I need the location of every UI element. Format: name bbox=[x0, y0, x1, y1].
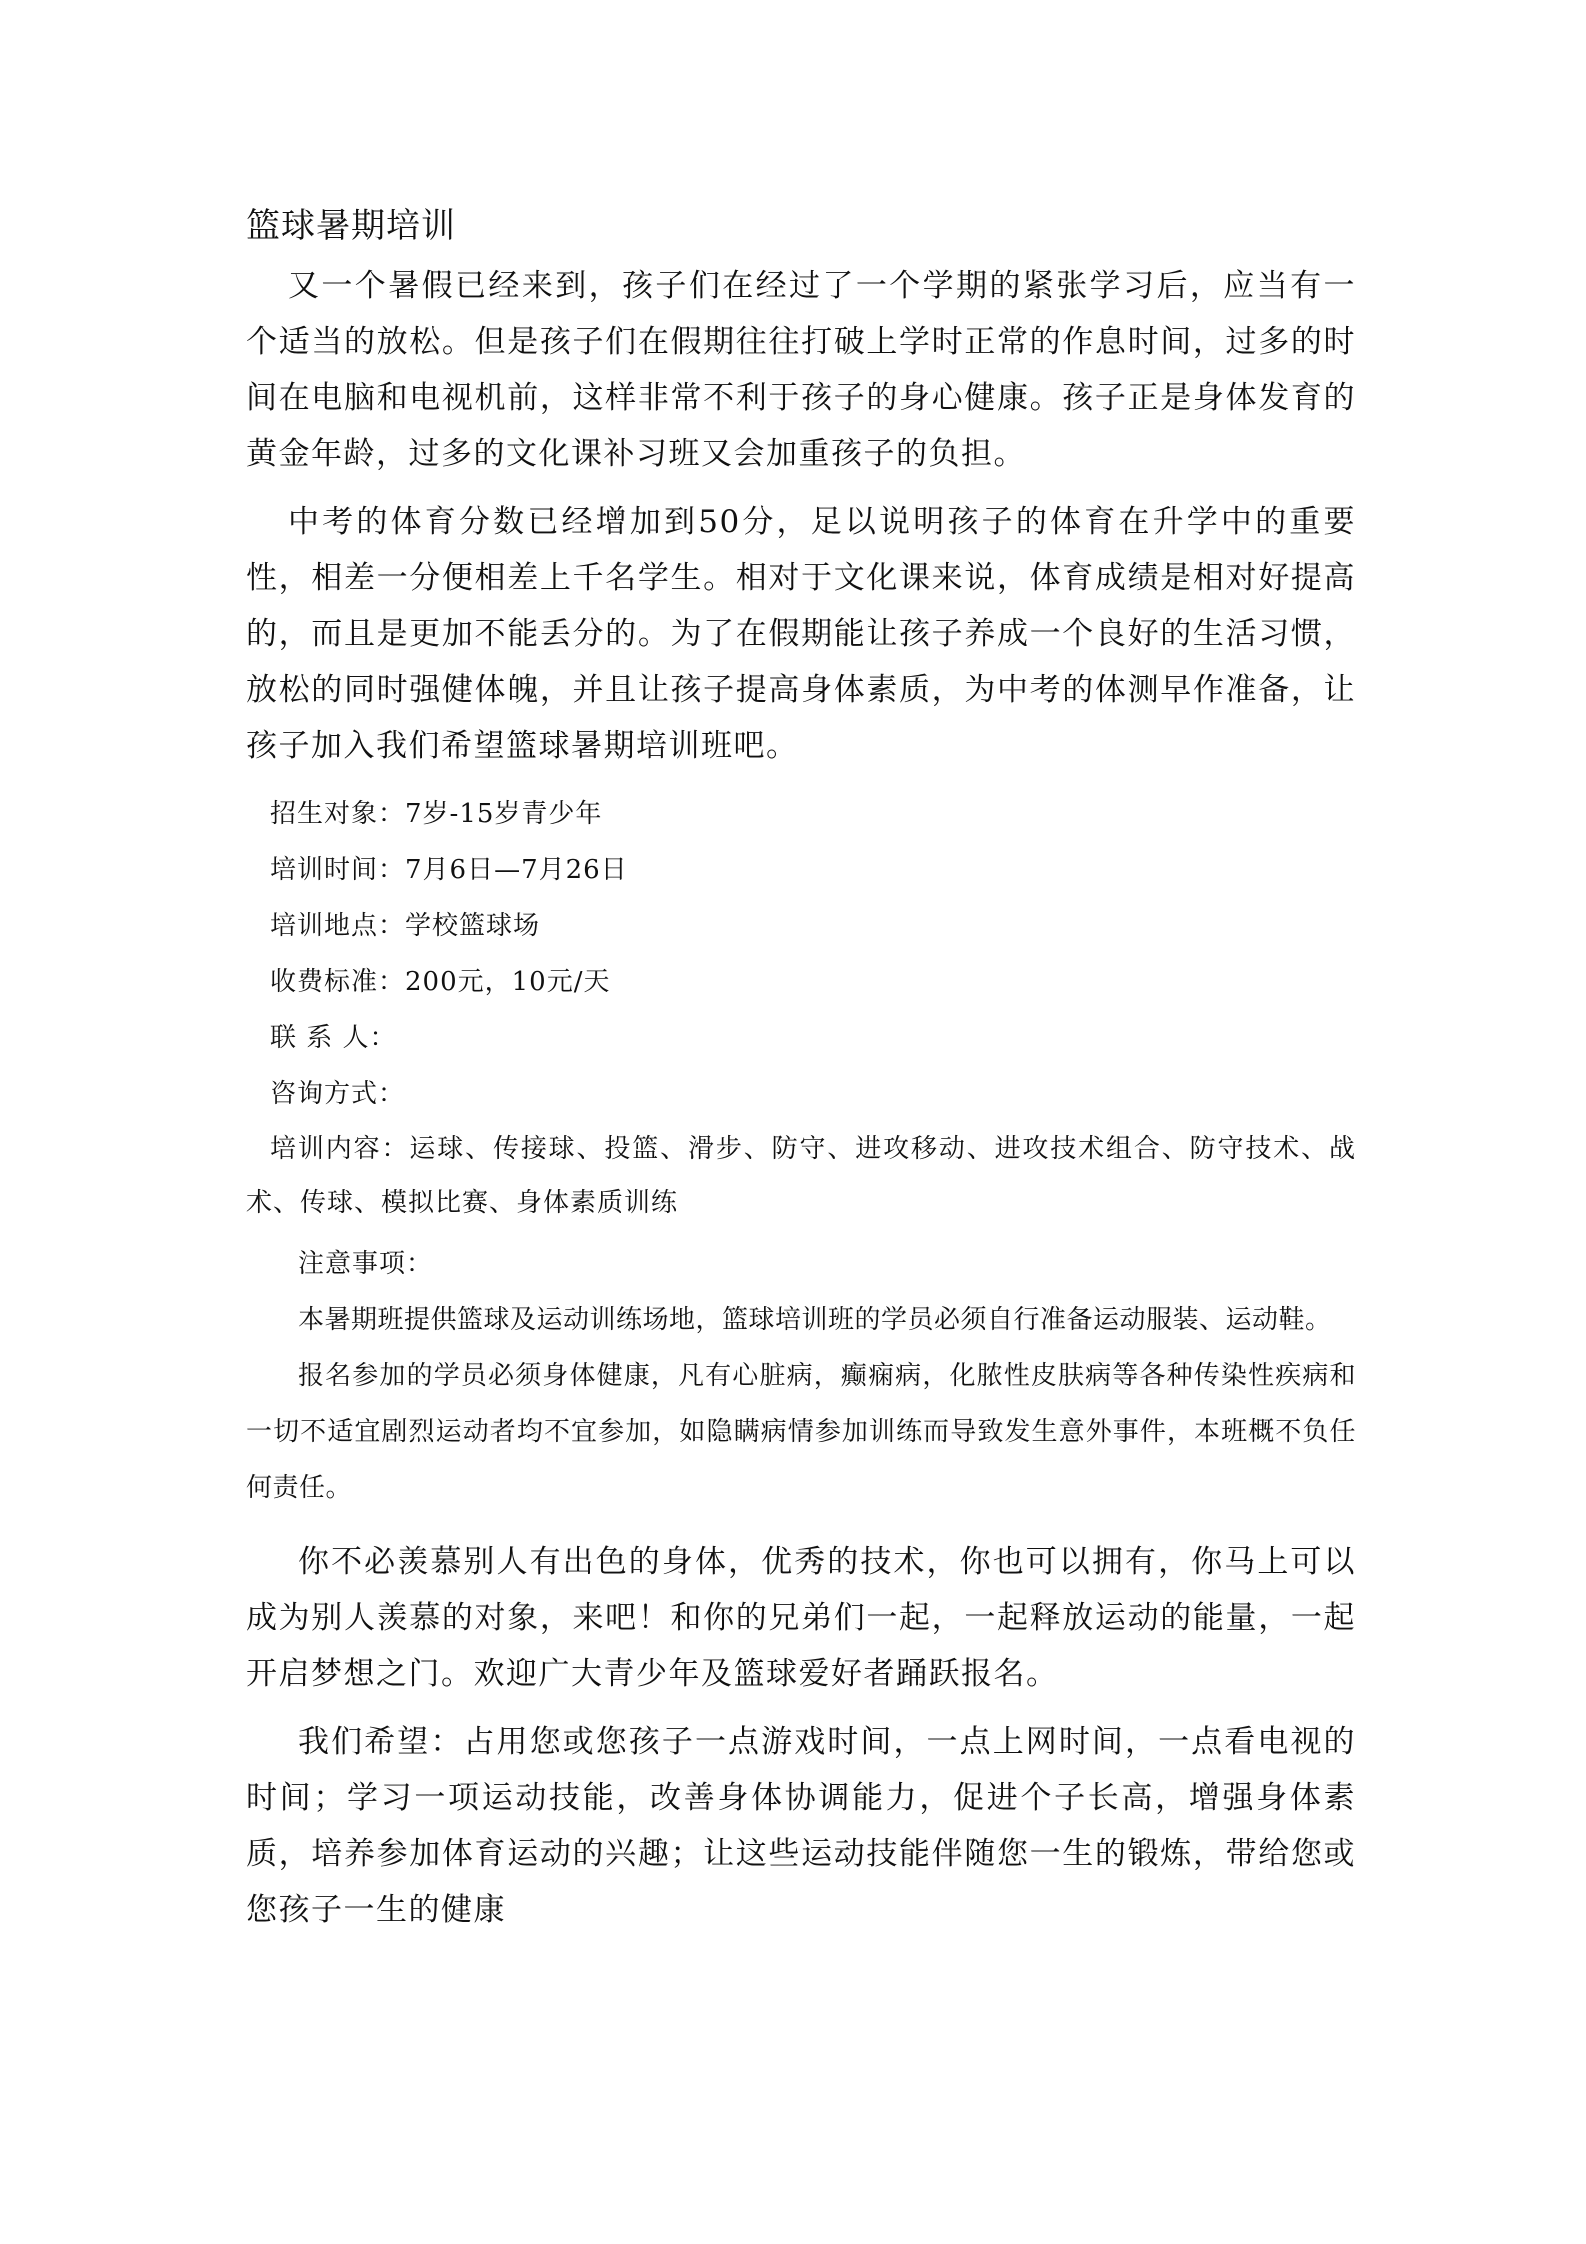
info-consult-label: 咨询方式： bbox=[270, 1079, 406, 1109]
closing-paragraph-2: 我们希望：占用您或您孩子一点游戏时间，一点上网时间，一点看电视的时间；学习一项运动技能，改善身体协调能力，促进个子长高，增强身体素质，培养参加体育运动的兴趣；让这些运动技能伴随您一生的锻炼，带给您或您孩子一生的健康 bbox=[246, 1724, 1356, 1928]
training-info-list bbox=[246, 786, 1356, 1122]
info-content-label: 培训内容： bbox=[270, 1134, 410, 1164]
info-contact bbox=[246, 1010, 1356, 1066]
info-fee bbox=[246, 954, 1356, 1010]
note-item-2: 报名参加的学员必须身体健康，凡有心脏病，癫痫病，化脓性皮肤病等各种传染性疾病和一切不适宜剧烈运动者均不宜参加，如隐瞒病情参加训练而导致发生意外事件，本班概不负任何责任。 bbox=[246, 1361, 1356, 1503]
info-time bbox=[246, 842, 1356, 898]
info-fee-value: 200元，10元/天 bbox=[405, 967, 611, 997]
info-place-label: 培训地点： bbox=[270, 911, 406, 941]
closing-section bbox=[246, 1534, 1356, 1938]
info-fee-label: 收费标准： bbox=[270, 967, 406, 997]
info-content bbox=[246, 1122, 1356, 1230]
info-time-value: 7月6日—7月26日 bbox=[405, 855, 628, 885]
info-enroll-value: 7岁-15岁青少年 bbox=[405, 799, 603, 829]
closing-paragraph-1: 你不必羡慕别人有出色的身体，优秀的技术，你也可以拥有，你马上可以成为别人羡慕的对象，来吧！和你的兄弟们一起，一起释放运动的能量，一起开启梦想之门。欢迎广大青少年及篮球爱好者踊跃报名。 bbox=[246, 1544, 1356, 1692]
intro-paragraph-1: 又一个暑假已经来到，孩子们在经过了一个学期的紧张学习后，应当有一个适当的放松。但是孩子们在假期往往打破上学时正常的作息时间，过多的时间在电脑和电视机前，这样非常不利于孩子的身心健康。孩子正是身体发育的黄金年龄，过多的文化课补习班又会加重孩子的负担。 bbox=[246, 268, 1356, 472]
info-place bbox=[246, 898, 1356, 954]
notes-heading: 注意事项： bbox=[298, 1249, 434, 1279]
info-enroll bbox=[246, 786, 1356, 842]
intro-paragraph-2: 中考的体育分数已经增加到50分，足以说明孩子的体育在升学中的重要性，相差一分便相差上千名学生。相对于文化课来说，体育成绩是相对好提高的，而且是更加不能丢分的。为了在假期能让孩子养成一个良好的生活习惯，放松的同时强健体魄，并且让孩子提高身体素质，为中考的体测早作准备，让孩子加入我们希望篮球暑期培训班吧。 bbox=[246, 504, 1356, 764]
info-place-value: 学校篮球场 bbox=[405, 911, 541, 941]
info-contact-label: 联 系 人： bbox=[270, 1023, 397, 1053]
info-consult bbox=[246, 1066, 1356, 1122]
info-content-value: 运球、传接球、投篮、滑步、防守、进攻移动、进攻技术组合、防守技术、战术、传球、模拟比赛、身体素质训练 bbox=[246, 1134, 1356, 1218]
document-body bbox=[246, 198, 1356, 1950]
document-title: 篮球暑期培训 bbox=[246, 206, 456, 246]
info-enroll-label: 招生对象： bbox=[270, 799, 406, 829]
note-item-1: 本暑期班提供篮球及运动训练场地，篮球培训班的学员必须自行准备运动服装、运动鞋。 bbox=[298, 1305, 1332, 1335]
info-time-label: 培训时间： bbox=[270, 855, 406, 885]
